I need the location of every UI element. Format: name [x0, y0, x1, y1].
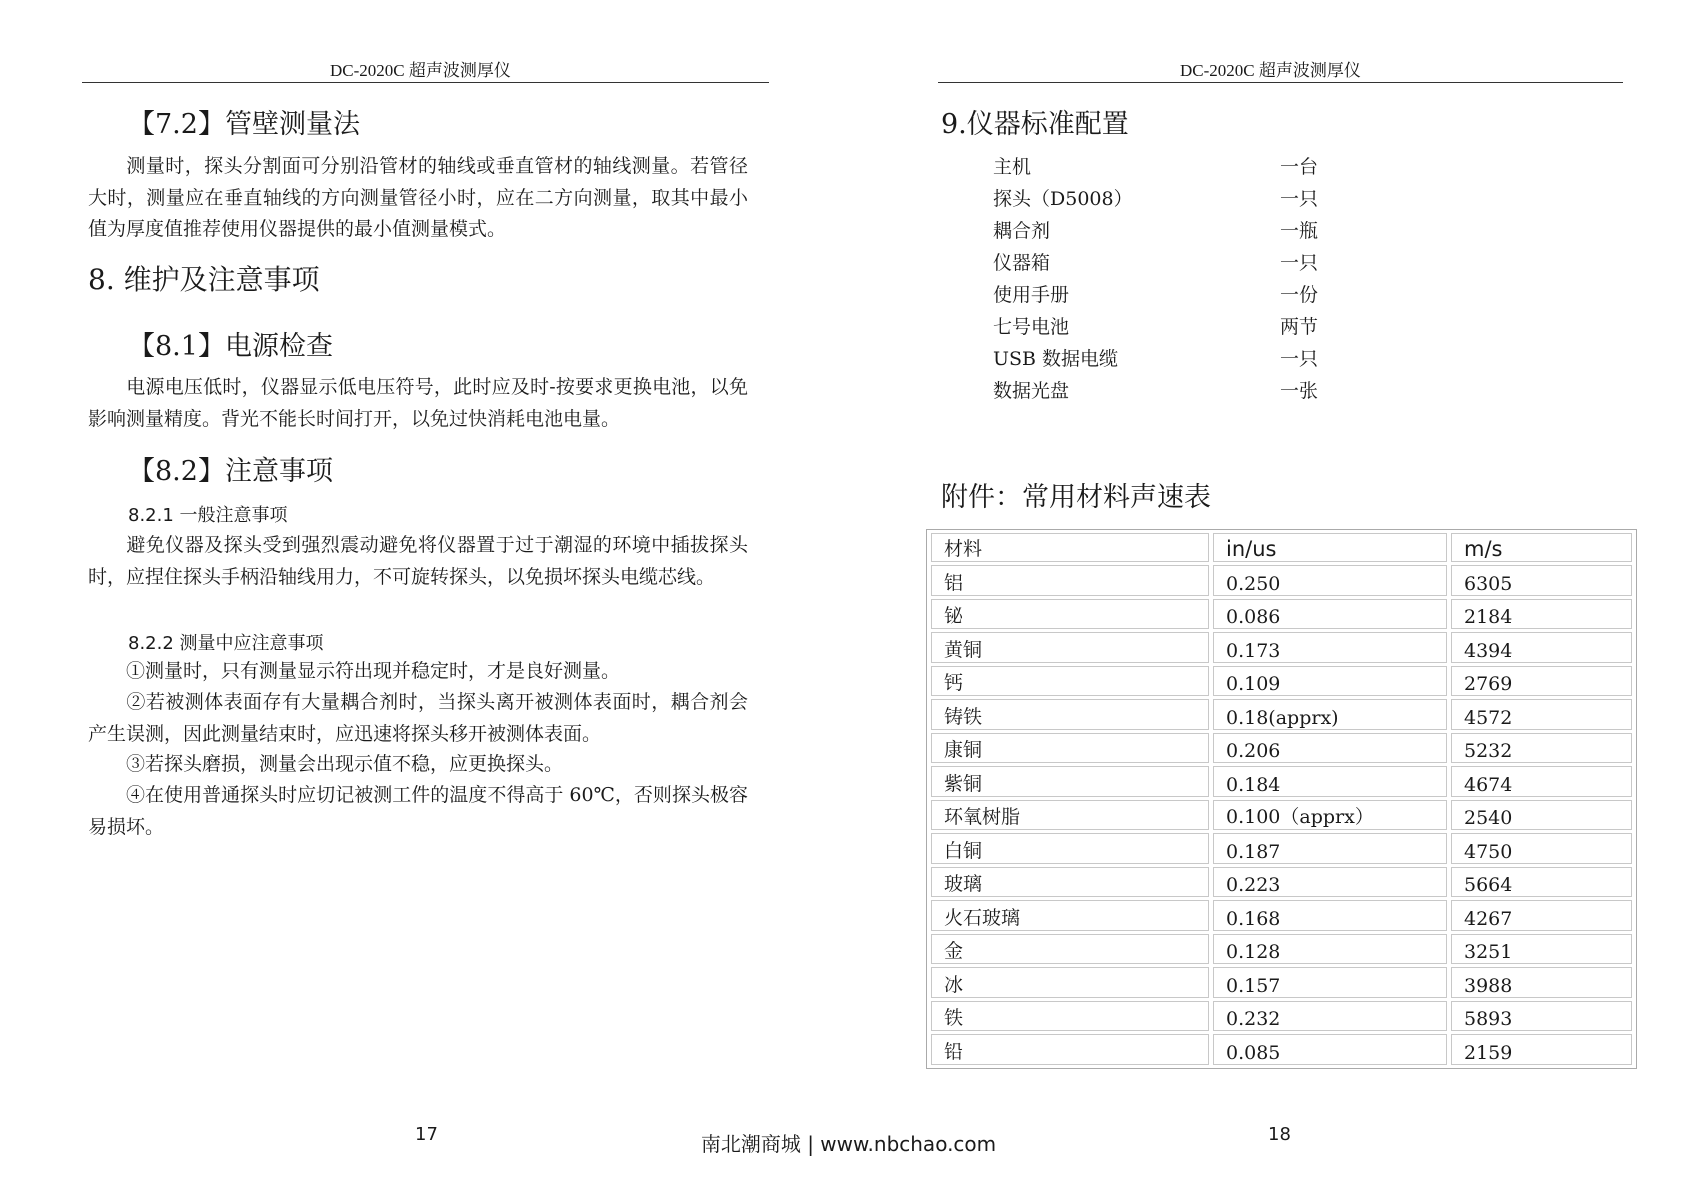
left-page: [0, 0, 848, 1200]
material-cell: 玻璃: [931, 867, 1209, 898]
material-cell: 黄铜: [931, 632, 1209, 663]
material-cell: 铸铁: [931, 699, 1209, 730]
config-item-qty: 一台: [1280, 156, 1319, 178]
config-item-name: 七号电池: [993, 316, 1070, 338]
table-row: [931, 867, 1632, 898]
precaution-item-1: [88, 656, 748, 688]
left-header-rule: [82, 82, 769, 83]
m-per-s-cell: 5232: [1451, 733, 1632, 764]
m-per-s-cell: 2184: [1451, 599, 1632, 630]
table-row: [931, 800, 1632, 831]
table-row: [931, 766, 1632, 797]
table-row: [931, 967, 1632, 998]
in-per-us-cell: 0.18(apprx): [1213, 699, 1447, 730]
subsection-8-2-2-title: 8.2.2 测量中应注意事项: [128, 633, 324, 654]
in-per-us-cell: 0.100（apprx）: [1213, 800, 1447, 831]
in-per-us-cell: 0.168: [1213, 900, 1447, 931]
precaution-item-1-text: ①测量时，只有测量显示符出现并稳定时，才是良好测量。: [126, 660, 621, 682]
m-per-s-cell: 6305: [1451, 565, 1632, 596]
m-per-s-cell: 2769: [1451, 666, 1632, 697]
config-item-name: 主机: [993, 156, 1032, 178]
config-item-qty: 一只: [1280, 188, 1319, 210]
in-per-us-cell: 0.086: [1213, 599, 1447, 630]
section-8-1-paragraph: [88, 372, 748, 435]
left-page-number: 17: [415, 1124, 438, 1145]
precaution-item-2-text: ②若被测体表面存有大量耦合剂时，当探头离开被测体表面时，耦合剂会产生误测，因此测量结束时，应迅速将探头移开被测体表面。: [88, 691, 748, 745]
footer-brand: 南北潮商城 | www.nbchao.com: [700, 1132, 997, 1156]
config-item-qty: 两节: [1280, 316, 1319, 338]
table-header-row: [931, 533, 1632, 562]
table-row: [931, 934, 1632, 965]
in-per-us-cell: 0.206: [1213, 733, 1447, 764]
in-per-us-cell: 0.128: [1213, 934, 1447, 965]
column-header-material: 材料: [931, 533, 1209, 562]
table-row: [931, 1001, 1632, 1032]
section-7-2-title: 【7.2】管壁测量法: [128, 109, 360, 140]
table-row: [931, 733, 1632, 764]
material-cell: 金: [931, 934, 1209, 965]
table-row: [931, 900, 1632, 931]
material-cell: 环氧树脂: [931, 800, 1209, 831]
section-8-1-text: 电源电压低时，仪器显示低电压符号，此时应及时-按要求更换电池，以免影响测量精度。背光不能长时间打开，以免过快消耗电池电量。: [88, 376, 748, 430]
m-per-s-cell: 3251: [1451, 934, 1632, 965]
right-header-title: DC-2020C 超声波测厚仪: [1180, 61, 1361, 80]
config-item-qty: 一张: [1280, 380, 1319, 402]
material-cell: 铁: [931, 1001, 1209, 1032]
table-row: [931, 1034, 1632, 1065]
in-per-us-cell: 0.109: [1213, 666, 1447, 697]
m-per-s-cell: 4750: [1451, 833, 1632, 864]
precaution-item-3-text: ③若探头磨损，测量会出现示值不稳，应更换探头。: [126, 753, 564, 775]
precaution-item-3: [88, 749, 748, 781]
section-7-2-text: 测量时，探头分割面可分别沿管材的轴线或垂直管材的轴线测量。若管径大时，测量应在垂直轴线的方向测量管径小时，应在二方向测量，取其中最小值为厚度值推荐使用仪器提供的最小值测量模式。: [88, 155, 748, 240]
material-cell: 铅: [931, 1034, 1209, 1065]
right-header-rule: [938, 82, 1623, 83]
config-item-name: 使用手册: [993, 284, 1070, 306]
section-8-title: 8. 维护及注意事项: [88, 263, 320, 296]
table-row: [931, 599, 1632, 630]
table-row: [931, 565, 1632, 596]
m-per-s-cell: 3988: [1451, 967, 1632, 998]
material-cell: 火石玻璃: [931, 900, 1209, 931]
in-per-us-cell: 0.223: [1213, 867, 1447, 898]
in-per-us-cell: 0.232: [1213, 1001, 1447, 1032]
precaution-item-4: [88, 780, 748, 843]
config-item-name: 探头（D5008）: [993, 188, 1133, 210]
in-per-us-cell: 0.187: [1213, 833, 1447, 864]
m-per-s-cell: 4267: [1451, 900, 1632, 931]
section-9-title: 9.仪器标准配置: [941, 109, 1129, 140]
m-per-s-cell: 5664: [1451, 867, 1632, 898]
section-7-2-paragraph: [88, 151, 748, 246]
sound-speed-table: [926, 529, 1637, 1069]
in-per-us-cell: 0.173: [1213, 632, 1447, 663]
subsection-8-2-1-paragraph: [88, 530, 748, 593]
table-row: [931, 833, 1632, 864]
column-header-in-per-us: in/us: [1213, 533, 1447, 562]
m-per-s-cell: 5893: [1451, 1001, 1632, 1032]
subsection-8-2-1-text: 避免仪器及探头受到强烈震动避免将仪器置于过于潮湿的环境中插拔探头时，应捏住探头手柄沿轴线用力，不可旋转探头，以免损坏探头电缆芯线。: [88, 534, 748, 588]
m-per-s-cell: 4394: [1451, 632, 1632, 663]
m-per-s-cell: 2159: [1451, 1034, 1632, 1065]
config-item-name: 数据光盘: [993, 380, 1070, 402]
config-item-qty: 一份: [1280, 284, 1319, 306]
in-per-us-cell: 0.157: [1213, 967, 1447, 998]
precaution-item-2: [88, 687, 748, 750]
appendix-title: 附件：常用材料声速表: [941, 482, 1211, 513]
material-cell: 铝: [931, 565, 1209, 596]
material-cell: 康铜: [931, 733, 1209, 764]
material-cell: 冰: [931, 967, 1209, 998]
material-cell: 铋: [931, 599, 1209, 630]
table-row: [931, 666, 1632, 697]
config-item-qty: 一瓶: [1280, 220, 1319, 242]
material-cell: 白铜: [931, 833, 1209, 864]
m-per-s-cell: 4572: [1451, 699, 1632, 730]
in-per-us-cell: 0.085: [1213, 1034, 1447, 1065]
column-header-m-per-s: m/s: [1451, 533, 1632, 562]
section-8-1-title: 【8.1】电源检查: [128, 331, 333, 362]
section-8-2-title: 【8.2】注意事项: [128, 456, 333, 487]
m-per-s-cell: 4674: [1451, 766, 1632, 797]
config-item-qty: 一只: [1280, 252, 1319, 274]
m-per-s-cell: 2540: [1451, 800, 1632, 831]
config-item-name: USB 数据电缆: [993, 348, 1119, 370]
subsection-8-2-1-title: 8.2.1 一般注意事项: [128, 505, 288, 526]
table-row: [931, 699, 1632, 730]
precaution-item-4-text: ④在使用普通探头时应切记被测工件的温度不得高于 60℃，否则探头极容易损坏。: [88, 784, 748, 838]
material-cell: 钙: [931, 666, 1209, 697]
left-header-title: DC-2020C 超声波测厚仪: [330, 61, 511, 80]
config-item-name: 耦合剂: [993, 220, 1051, 242]
config-item-name: 仪器箱: [993, 252, 1051, 274]
in-per-us-cell: 0.184: [1213, 766, 1447, 797]
table-row: [931, 632, 1632, 663]
config-item-qty: 一只: [1280, 348, 1319, 370]
material-cell: 紫铜: [931, 766, 1209, 797]
in-per-us-cell: 0.250: [1213, 565, 1447, 596]
right-page-number: 18: [1268, 1124, 1291, 1145]
